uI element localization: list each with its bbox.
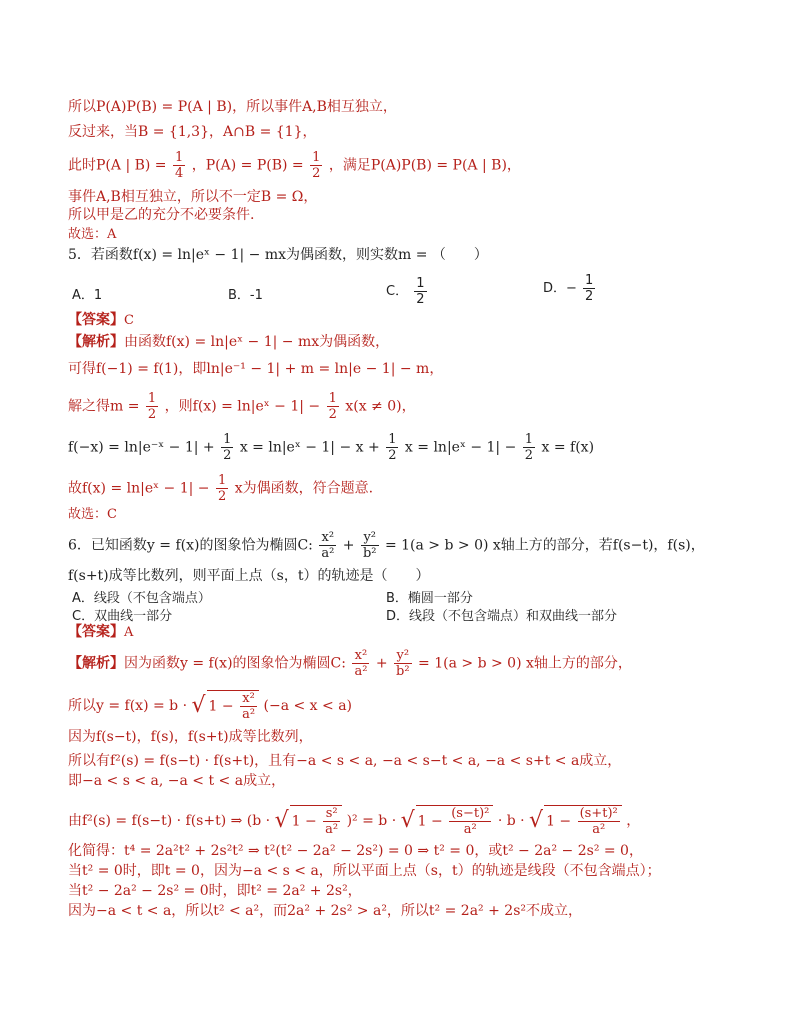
fraction: $\frac{1}{2}$	[388, 432, 397, 463]
fraction: $\frac{\text{x²}}{\text{a²}}$	[354, 648, 368, 679]
fraction: $\frac{1}{2}$	[147, 391, 157, 422]
text-line-with-fractions: 解之得m = $\frac{1}{2}$ ，则f(x) = ln|eˣ − 1| − $\frac{1}{2}$ x(x ≠ 0)，	[68, 391, 416, 422]
equation-line: f(−x) = ln|e⁻ˣ − 1| + $\frac{1}{2}$ x = ln|eˣ − 1| − x + $\frac{1}{2}$ x = ln|eˣ − 1| − $\frac{1}{2}$ x = f(x)	[68, 432, 595, 463]
text-line: 所以甲是乙的充分不必要条件.	[68, 207, 255, 223]
text-line: 所以P(A)P(B) = P(A | B)，所以事件A,B相互独立，	[68, 99, 397, 115]
analysis-5-line	[68, 333, 389, 351]
text-line-with-fraction: 故f(x) = ln|eˣ − 1| − $\frac{1}{2}$ x为偶函数，符合题意.	[68, 473, 374, 504]
fraction: $\frac{\text{x²}}{\text{a²}}$	[242, 691, 256, 722]
answer-line: 故选：A	[68, 227, 117, 242]
option-d: D．− $\frac{1}{2}$	[543, 273, 594, 304]
answer-line: 故选：C	[68, 507, 117, 522]
fraction: $\frac{\text{(s−t)²}}{\text{a²}}$	[451, 806, 490, 837]
text-segment: 由函数f(x) = ln|eˣ − 1| − mx为偶函数，	[124, 334, 390, 350]
analysis-label: 【解析】	[68, 655, 124, 672]
text-line: 可得f(−1) = f(1)，即ln|e⁻¹ − 1| + m = ln|e − 1| − m，	[68, 361, 444, 377]
fraction: $\frac{1}{2}$	[312, 150, 321, 181]
answer-5	[68, 311, 134, 330]
text-line: 当t² = 0时，即t = 0，因为−a < s < a，所以平面上点（s，t）的轨迹是线段（不包含端点）；	[68, 863, 661, 879]
fraction: $\frac{1}{2}$	[217, 473, 227, 504]
fraction: $\frac{\text{y²}}{\text{b²}}$	[362, 530, 377, 561]
question-6-line: 6．已知函数y = f(x)的图象恰为椭圆C: $\frac{\text{x²}}{\text{a²}}$ + $\frac{\text{y²}}{\text{b²}}$ = 1(a > b > 0) x轴上方的部分，若f(s−t)，f(s)，	[68, 530, 705, 561]
text-line: 反过来，当B = {1,3}，A∩B = {1}，	[68, 124, 317, 140]
fraction: $\frac{1}{2}$	[524, 432, 534, 463]
fraction: $\frac{\text{x²}}{\text{a²}}$	[321, 530, 335, 561]
text-segment: 此时P(A | B) =	[68, 157, 167, 174]
text-line: 当t² − 2a² − 2s² = 0时，即t² = 2a² + 2s²，	[68, 883, 362, 899]
option-c: C．双曲线一部分	[72, 609, 173, 624]
answer-6	[68, 623, 133, 642]
question-5: 5．若函数f(x) = ln|eˣ − 1| − mx为偶函数，则实数m = （ ）	[68, 247, 488, 263]
answer-value: C	[124, 313, 134, 328]
equation-line: 所以y = f(x) = b · √ 1 − $\frac{\text{x²}}{\text{a²}}$ (−a < x < a)	[68, 691, 353, 722]
option-b: B．椭圆一部分	[386, 591, 473, 606]
fraction: $\frac{1}{2}$	[585, 273, 594, 304]
text-segment: ，满足P(A)P(B) = P(A | B)，	[328, 157, 521, 174]
answer-label: 【答案】	[68, 624, 124, 640]
option-d: D．线段（不包含端点）和双曲线一部分	[386, 609, 618, 624]
option-a: A．线段（不包含端点）	[72, 591, 211, 606]
text-line: 因为−a < t < a，所以t² < a²，而2a² + 2s² > a²，所以t² = 2a² + 2s²不成立，	[68, 903, 583, 919]
option-a: A．1	[72, 288, 103, 303]
answer-label: 【答案】	[68, 312, 124, 328]
equation-line: 由f²(s) = f(s−t) · f(s+t) ⇒ (b · √ 1 − $\frac{\text{s²}}{\text{a²}}$ )² = b · √ 1 − $\frac{\text{(s−t)²}}{\text{a²}}$ · b · √ 1 − $\frac{\text{(s+t)²}}{\text{a²}}$ ，	[68, 806, 641, 837]
text-line: f(s+t)成等比数列，则平面上点（s，t）的轨迹是（ ）	[68, 568, 430, 584]
fraction: $\frac{\text{y²}}{\text{b²}}$	[396, 648, 410, 679]
answer-value: A	[124, 625, 134, 640]
fraction: $\frac{1}{2}$	[328, 391, 337, 422]
text-line: 因为f(s−t)，f(s)，f(s+t)成等比数列，	[68, 729, 313, 745]
text-line: 化简得：t⁴ = 2a²t² + 2s²t² ⇒ t²(t² − 2a² − 2s²) = 0 ⇒ t² = 0，或t² − 2a² − 2s² = 0，	[68, 843, 643, 859]
option-b: B．-1	[228, 288, 263, 303]
fraction: $\frac{1}{2}$	[223, 432, 232, 463]
text-line-with-fractions	[68, 150, 521, 181]
text-line: 所以有f²(s) = f(s−t) · f(s+t)，且有−a < s < a, −a < s−t < a, −a < s+t < a成立，	[68, 753, 622, 769]
analysis-label: 【解析】	[68, 334, 124, 350]
analysis-6-line: 【解析】因为函数y = f(x)的图象恰为椭圆C: $\frac{\text{x²}}{\text{a²}}$ + $\frac{\text{y²}}{\text{b²}}$ = 1(a > b > 0) x轴上方的部分，	[68, 648, 632, 679]
fraction: $\frac{\text{s²}}{\text{a²}}$	[325, 806, 339, 837]
fraction: $\frac{\text{(s+t)²}}{\text{a²}}$	[579, 806, 618, 837]
text-line: 即−a < s < a, −a < t < a成立，	[68, 773, 286, 789]
fraction: $\frac{1}{4}$	[175, 150, 184, 181]
text-segment: ，P(A) = P(B) =	[191, 157, 304, 174]
option-c: C． $\frac{1}{2}$	[386, 276, 425, 307]
text-line: 事件A,B相互独立，所以不一定B = Ω，	[68, 189, 318, 205]
fraction: $\frac{1}{2}$	[416, 276, 425, 307]
